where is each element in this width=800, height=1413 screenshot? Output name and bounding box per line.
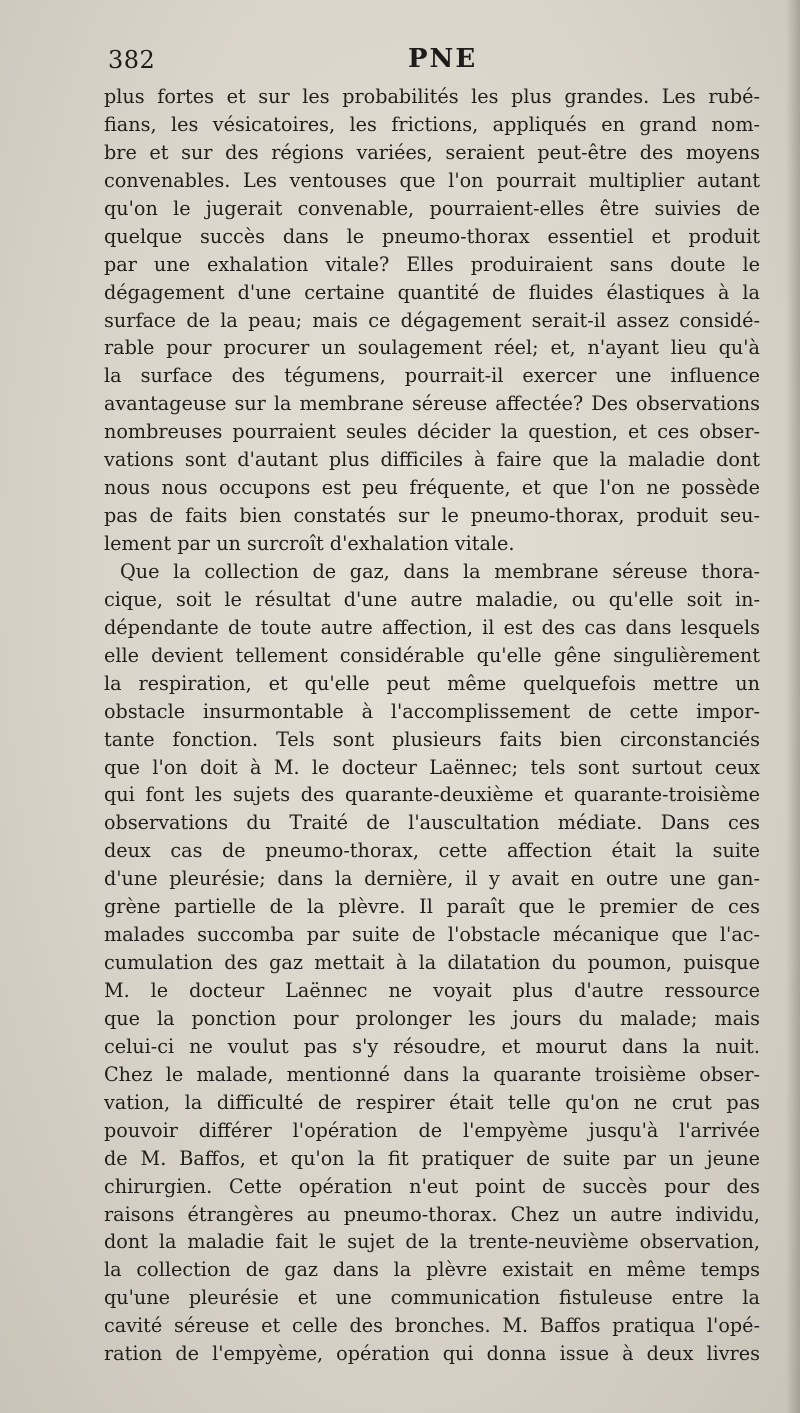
text-line: bre et sur des régions variées, seraient peut-être des moyens: [104, 140, 760, 164]
text-line: fians, les vésicatoires, les frictions, appliqués en grand nom-: [104, 112, 760, 136]
page-edge-shadow: [786, 0, 800, 1413]
text-line: plus fortes et sur les probabilités les plus grandes. Les rubé-: [104, 85, 760, 108]
text-line: pouvoir différer l'opération de l'empyème jusqu'à l'arrivée: [104, 1118, 760, 1142]
text-line: qu'on le jugerait convenable, pourraient-elles être suivies de: [104, 196, 760, 220]
text-line: nombreuses pourraient seules décider la question, et ces obser-: [104, 420, 760, 444]
text-line: elle devient tellement considérable qu'elle gêne singulièrement: [104, 643, 760, 667]
text-line: la respiration, et qu'elle peut même quelquefois mettre un: [104, 671, 760, 695]
text-line: qu'une pleurésie et une communication fistuleuse entre la: [104, 1286, 760, 1310]
text-line: deux cas de pneumo-thorax, cette affection était la suite: [104, 839, 760, 863]
text-line: dépendante de toute autre affection, il est des cas dans lesquels: [104, 615, 760, 639]
text-line: vations sont d'autant plus difficiles à faire que la maladie dont: [104, 448, 760, 472]
text-line: quelque succès dans le pneumo-thorax essentiel et produit: [104, 224, 760, 248]
text-line: ration de l'empyème, opération qui donna issue à deux livres: [104, 1342, 760, 1366]
text-line: avantageuse sur la membrane séreuse affectée? Des observations: [104, 392, 760, 416]
text-line: nous nous occupons est peu fréquente, et que l'on ne possède: [104, 476, 760, 500]
text-line: la collection de gaz dans la plèvre existait en même temps: [104, 1258, 760, 1282]
text-line: qui font les sujets des quarante-deuxième et quarante-troisième: [104, 783, 760, 807]
text-line: convenables. Les ventouses que l'on pourrait multiplier autant: [104, 168, 760, 192]
text-line: que l'on doit à M. le docteur Laënnec; tels sont surtout ceux: [104, 755, 760, 779]
text-line: surface de la peau; mais ce dégagement serait-il assez considé-: [104, 308, 760, 332]
running-head: PNE: [408, 44, 478, 74]
text-line: par une exhalation vitale? Elles produiraient sans doute le: [104, 252, 760, 276]
text-line: cavité séreuse et celle des bronches. M. Baffos pratiqua l'opé-: [104, 1314, 760, 1338]
text-line: pas de faits bien constatés sur le pneumo-thorax, produit seu-: [104, 504, 760, 528]
text-line: lement par un surcroît d'exhalation vitale.: [104, 532, 515, 555]
text-line: malades succomba par suite de l'obstacle mécanique que l'ac-: [104, 923, 760, 947]
text-line: de M. Baffos, et qu'on la fit pratiquer de suite par un jeune: [104, 1146, 760, 1170]
page-header: [108, 44, 760, 80]
text-line: d'une pleurésie; dans la dernière, il y avait en outre une gan-: [104, 867, 760, 891]
text-line: Que la collection de gaz, dans la membrane séreuse thora-: [120, 559, 760, 583]
text-line: dont la maladie fait le sujet de la trente-neuvième observation,: [104, 1230, 760, 1254]
text-line: cique, soit le résultat d'une autre maladie, ou qu'elle soit in-: [104, 587, 760, 611]
text-line: raisons étrangères au pneumo-thorax. Chez un autre individu,: [104, 1202, 760, 1226]
text-line: vation, la difficulté de respirer était telle qu'on ne crut pas: [104, 1090, 760, 1114]
text-line: chirurgien. Cette opération n'eut point de succès pour des: [104, 1174, 760, 1198]
text-line: que la ponction pour prolonger les jours du malade; mais: [104, 1006, 760, 1030]
text-line: dégagement d'une certaine quantité de fluides élastiques à la: [104, 280, 760, 304]
text-line: celui-ci ne voulut pas s'y résoudre, et mourut dans la nuit.: [104, 1034, 760, 1058]
text-line: rable pour procurer un soulagement réel; et, n'ayant lieu qu'à: [104, 336, 760, 360]
page-number: 382: [108, 46, 156, 74]
text-line: Chez le malade, mentionné dans la quarante troisième obser-: [104, 1062, 760, 1086]
text-line: cumulation des gaz mettait à la dilatation du poumon, puisque: [104, 951, 760, 975]
text-line: M. le docteur Laënnec ne voyait plus d'autre ressource: [104, 979, 760, 1002]
body-text: [104, 83, 760, 1396]
text-line: la surface des tégumens, pourrait-il exercer une influence: [104, 364, 760, 388]
text-line: tante fonction. Tels sont plusieurs faits bien circonstanciés: [104, 727, 760, 751]
text-line: obstacle insurmontable à l'accomplissement de cette impor-: [104, 699, 760, 723]
text-line: [104, 1368, 760, 1396]
text-line: grène partielle de la plèvre. Il paraît que le premier de ces: [104, 895, 760, 919]
text-line: observations du Traité de l'auscultation médiate. Dans ces: [104, 811, 760, 835]
